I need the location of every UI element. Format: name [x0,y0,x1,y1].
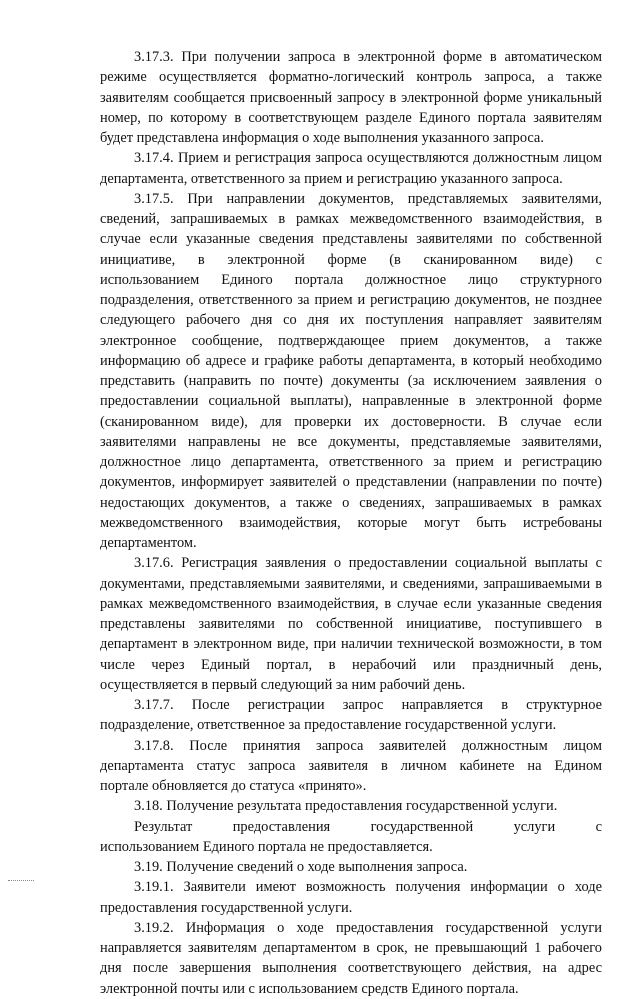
text-line: документами, представляемыми заявителями, и сведениями, запрашиваемыми в [100,575,602,592]
body-text [100,47,602,999]
text-line: представлены заявителями по собственной инициативе, поступившего в [100,616,602,632]
text-line: документов, информирует заявителей о представлении (направлении по почте) [100,474,602,491]
text-line: подразделение, ответственное за предоставление государственной услуги. [100,717,557,734]
text-line: электронное сообщение, подтверждающее прием документов, а также [100,332,602,349]
text-line: заявителям сообщается присвоенный запросу в электронной форме уникальный [100,89,602,106]
text-line: 3.17.7. После регистрации запрос направляется в структурное [134,697,602,713]
text-line: инициативе, в электронной форме (в сканированном виде) с [100,251,602,268]
text-line: департамент в электронном виде, при наличии технической возможности, в том [100,636,602,653]
text-line: предоставления государственной услуги. [100,899,353,916]
text-line: рамках межведомственного взаимодействия, в случае если указанные сведения [100,595,602,612]
text-line: 3.17.3. При получении запроса в электронной форме в автоматическом [134,49,602,65]
text-line: 3.17.8. После принятия запроса заявителей должностным лицом [134,737,602,754]
text-line: использованием Единого портала не предоставляется. [100,838,433,855]
text-line: департаментом. [100,535,197,551]
text-line: 3.19. Получение сведений о ходе выполнения запроса. [134,859,468,875]
text-line: будет представлена информация о ходе выполнения указанного запроса. [100,130,544,146]
text-line: портале обновляется до статуса «принято». [100,778,367,794]
text-line: департамента статус запроса заявителя в личном кабинете на Едином [100,757,602,774]
text-line: 3.19.1. Заявители имеют возможность получения информации о ходе [134,879,602,896]
text-line: недостающих документов, а также о сведениях, запрашиваемых в рамках [100,494,602,511]
text-line: должностное лицо департамента, ответственного за прием и регистрацию [100,454,602,470]
text-line: следующего рабочего дня со дня их поступления направляет заявителям [100,312,602,329]
text-line: случае если указанные сведения представлены заявителями по собственной [100,231,602,248]
text-line: 3.17.4. Прием и регистрация запроса осуществляются должностным лицом [134,150,602,167]
text-line: использованием Единого портала должностное лицо структурного [100,271,602,288]
text-line: Результат предоставления государственной услуги с [134,818,602,835]
text-line: осуществляется в первый следующий за ним рабочий день. [100,676,466,693]
text-line: заявителями направлены не все документы, представляемые заявителями, [100,433,602,450]
text-line: 3.17.5. При направлении документов, представляемых заявителями, [134,190,602,207]
text-line: (сканированном виде), для проверки их достоверности. В случае если [100,413,602,430]
text-line: предоставлении социальной выплаты), направленные в электронной форме [100,393,602,410]
text-line: представить (направить по почте) документы (за исключением заявления о [100,373,602,389]
scan-artifact [8,880,34,881]
text-line: режиме осуществляется форматно-логический контроль запроса, а также [100,69,602,86]
text-line: информацию об адресе и графике работы департамента, в который необходимо [100,352,602,369]
text-line: электронной почты или с использованием средств Единого портала. [100,980,519,997]
text-line: департамента, ответственного за прием и регистрацию указанного запроса. [100,170,563,187]
text-line: дня после завершения выполнения соответствующего действия, на адрес [100,960,602,977]
text-line: номер, по которому в соответствующем разделе Единого портала заявителям [100,109,602,126]
text-line: подразделения, ответственного за прием и регистрацию документов, не позднее [100,292,602,308]
text-line: 3.17.6. Регистрация заявления о предоставлении социальной выплаты с [134,555,602,572]
text-line: 3.19.2. Информация о ходе предоставления государственной услуги [134,919,602,936]
text-line: направляется заявителям департаментом в срок, не превышающий 1 рабочего [100,940,602,956]
text-line: 3.18. Получение результата предоставления государственной услуги. [134,798,558,815]
text-line: сведений, запрашиваемых в рамках межведомственного взаимодействия, в [100,211,602,227]
text-line: межведомственного взаимодействия, которые могут быть истребованы [100,514,602,531]
text-line: числе через Единый портал, в нерабочий или праздничный день, [100,656,602,673]
